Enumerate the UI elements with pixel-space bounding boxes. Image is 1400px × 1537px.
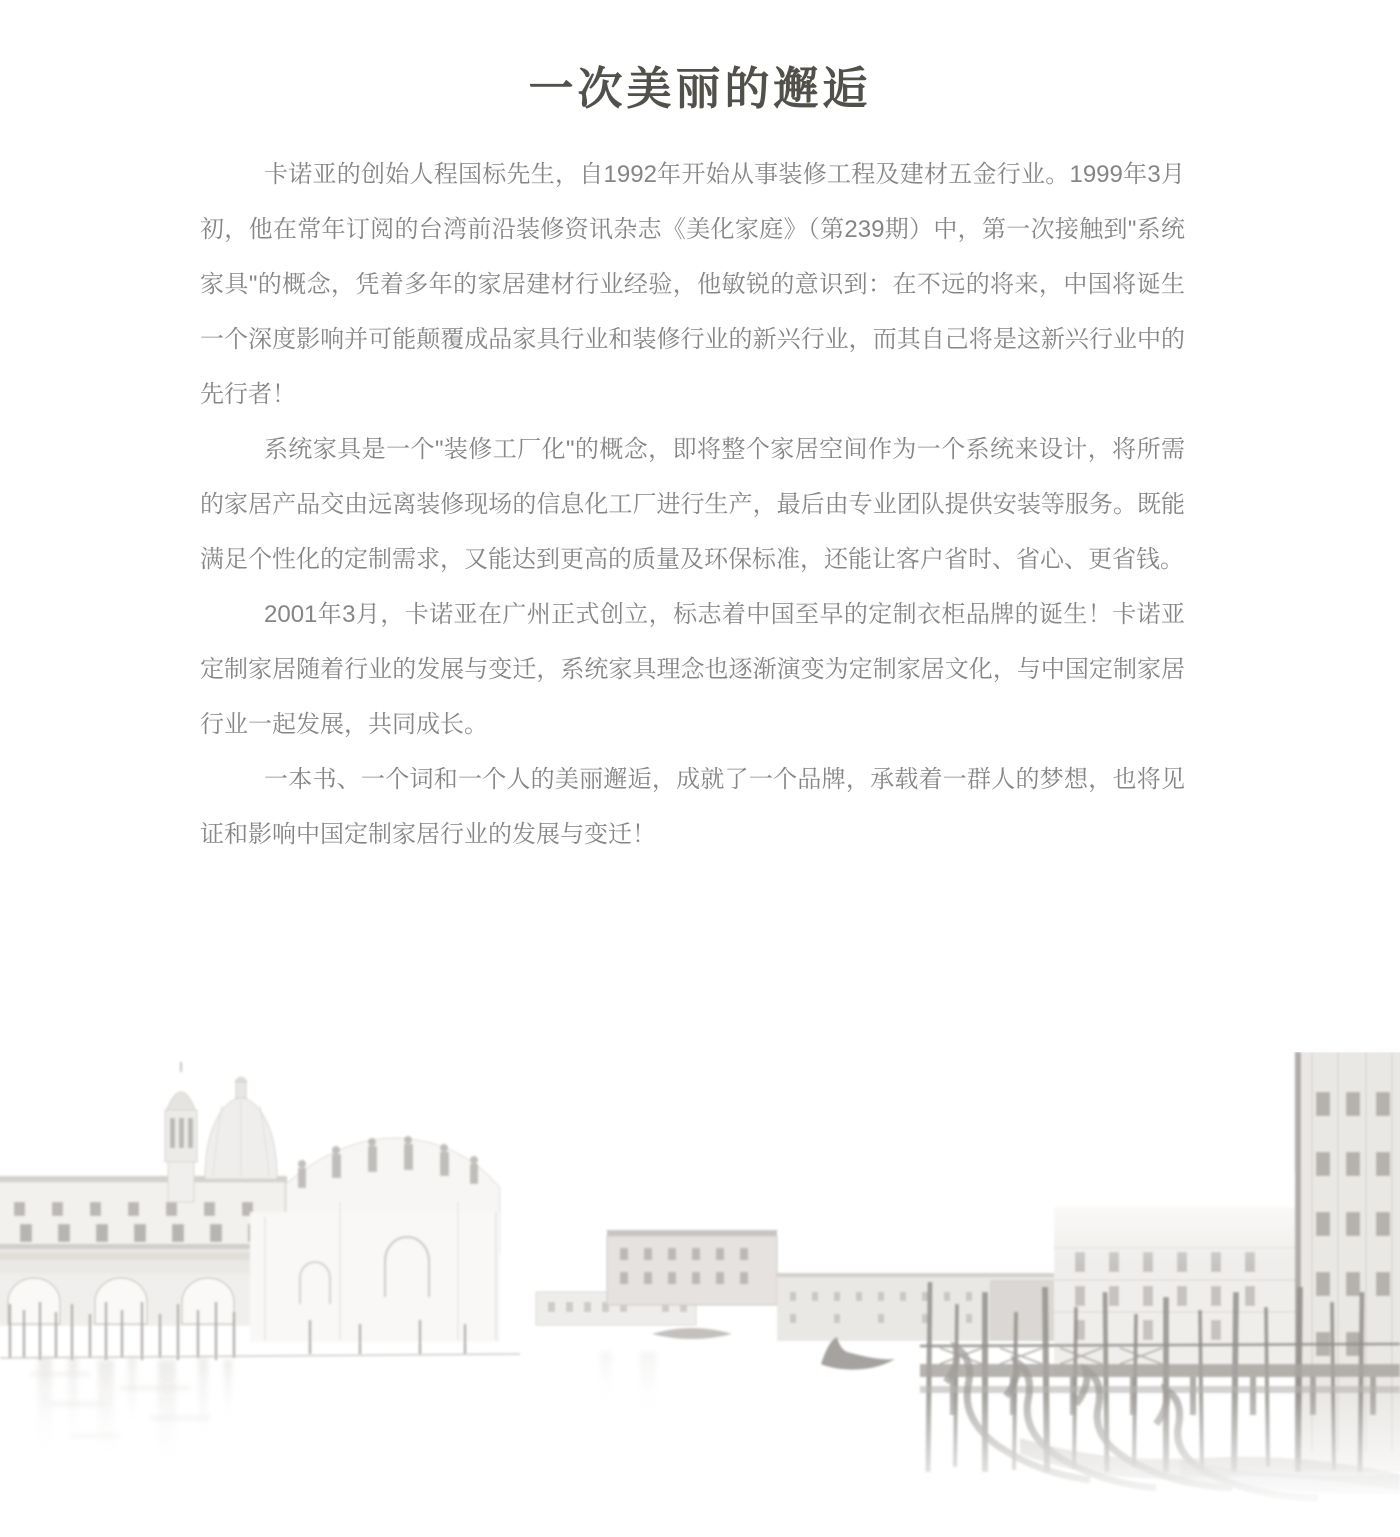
small-boat [652, 1328, 732, 1339]
paragraph-1: 卡诺亚的创始人程国标先生，自1992年开始从事装修工程及建材五金行业。1999年3月初，他在常年订阅的台湾前沿装修资讯杂志《美化家庭》（第239期）中，第一次接触到"系统家具"的概念，凭着多年的家居建材行业经验，他敏锐的意识到：在不远的将来，中国将诞生一个深度影响并可能颠覆成品家具行业和装修行业的新兴行业，而其自己将是这新兴行业中的先行者！ [200, 161, 1185, 408]
distant-building-row [777, 1273, 1054, 1341]
paragraph-4: 一本书、一个词和一个人的美丽邂逅，成就了一个品牌，承载着一群人的梦想，也将见证和影响中国定制家居行业的发展与变迁！ [200, 766, 1185, 848]
mid-canal-building [607, 1230, 777, 1305]
gondola [821, 1337, 895, 1370]
left-palazzo-building [0, 1176, 287, 1326]
church-dome [205, 1077, 277, 1180]
campanile-tower [165, 1062, 197, 1202]
bottom-fade-overlay [0, 1392, 1400, 1532]
venice-sketch-illustration [0, 1052, 1400, 1532]
page-title: 一次美丽的邂逅 [528, 63, 872, 114]
paragraph-2: 系统家具是一个"装修工厂化"的概念，即将整个家居空间作为一个系统来设计，将所需的家居产品交由远离装修现场的信息化工厂进行生产，最后由专业团队提供安装等服务。既能满足个性化的定制需求，又能达到更高的质量及环保标准，还能让客户省时、省心、更省钱。 [200, 436, 1185, 573]
article-body [200, 147, 1185, 862]
paragraph-3: 2001年3月，卡诺亚在广州正式创立，标志着中国至早的定制衣柜品牌的诞生！卡诺亚定制家居随着行业的发展与变迁，系统家具理念也逐渐演变为定制家居文化，与中国定制家居行业一起发展，共同成长。 [200, 601, 1185, 738]
venice-canal-sketch-image [0, 1052, 1400, 1532]
central-church [250, 1136, 500, 1342]
